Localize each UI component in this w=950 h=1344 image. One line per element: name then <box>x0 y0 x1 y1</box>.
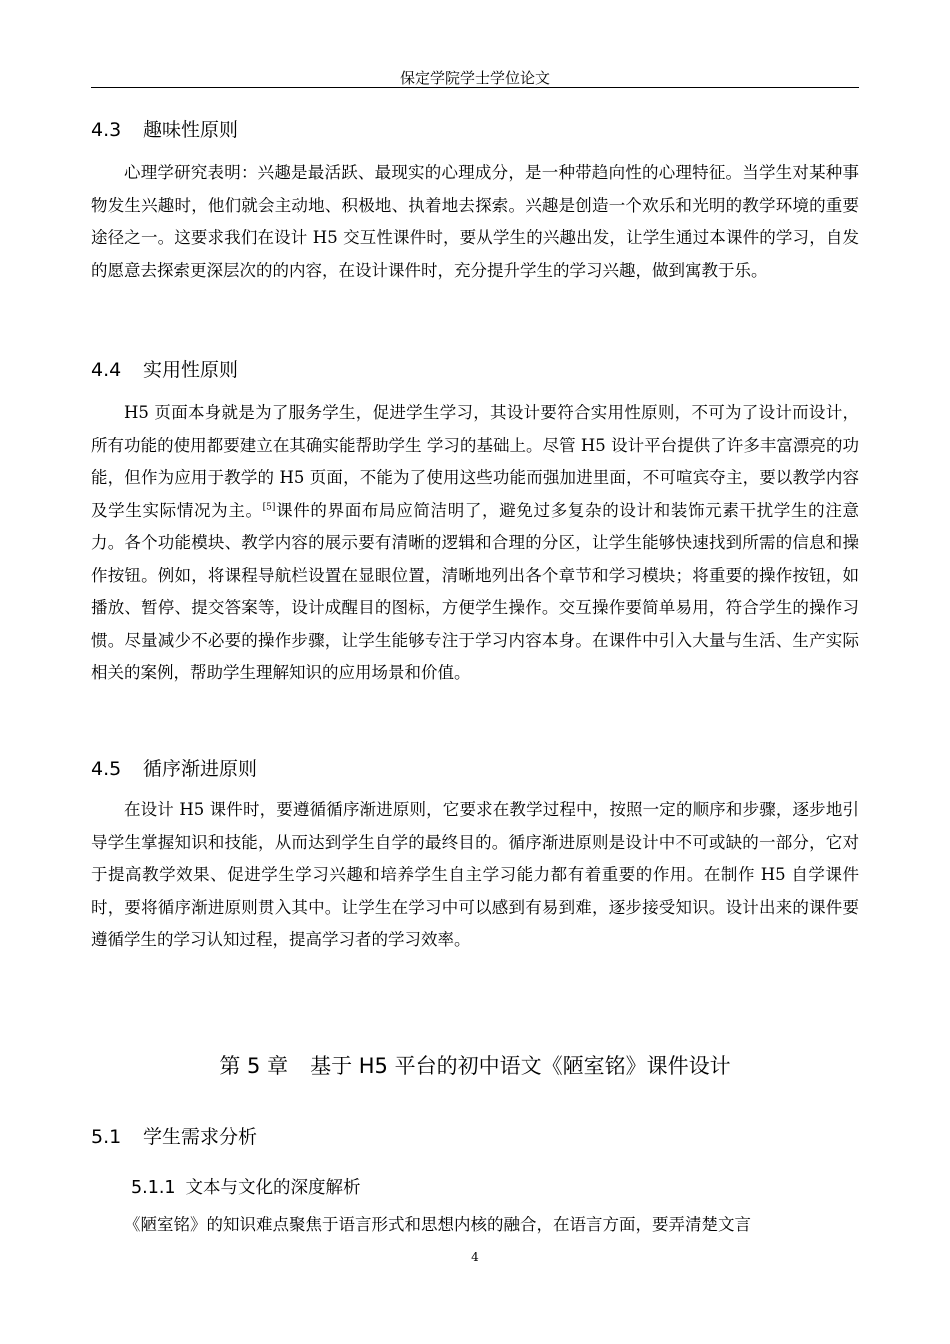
section-number: 5.1 <box>91 1126 122 1148</box>
paragraph-4-5: 在设计 H5 课件时，要遵循循序渐进原则，它要求在教学过程中，按照一定的顺序和步骤，逐步地引导学生掌握知识和技能，从而达到学生自学的最终目的。循序渐进原则是设计中不可或缺的一部分，它对于提高教学效果、促进学生学习兴趣和培养学生自主学习能力都有着重要的作用。在制作 H5 自学课件时，要将循序渐进原则贯入其中。让学生在学习中可以感到有易到难，逐步接受知识。设计出来的课件要遵循学生的学习认知过程，提高学习者的学习效率。 <box>91 800 859 949</box>
chapter-title: 基于 H5 平台的初中语文《陋室铭》课件设计 <box>310 1054 731 1078</box>
chapter-number: 第 5 章 <box>219 1054 289 1078</box>
section-heading-5-1 <box>91 1125 257 1149</box>
section-heading-4-3 <box>91 118 238 142</box>
citation-reference: [5] <box>262 502 276 512</box>
paragraph-4-3: 心理学研究表明：兴趣是最活跃、最现实的心理成分，是一种带趋向性的心理特征。当学生对某种事物发生兴趣时，他们就会主动地、积极地、执着地去探索。兴趣是创造一个欢乐和光明的教学环境的重要途径之一。这要求我们在设计 H5 交互性课件时，要从学生的兴趣出发，让学生通过本课件的学习，自发的愿意去探索更深层次的的内容，在设计课件时，充分提升学生的学习兴趣，做到寓教于乐。 <box>91 163 859 280</box>
paragraph-text: H5 页面本身就是为了服务学生，促进学生学习，其设计要符合实用性原则，不可为了设计而设计，所有功能的使用都要建立在其确实能帮助学生 学习的基础上。尽管 H5 设计平台提供了许多丰富漂亮的功能，但作为应用于教学的 H5 页面，不能为了使用这些功能而强加进里面，不可喧宾夺主，要以教学内容及学生实际情况为主。 <box>91 403 859 520</box>
section-heading-4-4 <box>91 358 238 382</box>
section-number: 4.4 <box>91 359 122 381</box>
subsection-heading-5-1-1 <box>131 1176 361 1200</box>
section-heading-4-5 <box>91 757 257 781</box>
section-number: 4.3 <box>91 119 122 141</box>
section-title: 学生需求分析 <box>143 1126 258 1148</box>
section-title: 实用性原则 <box>143 359 239 381</box>
paragraph-text: 课件的界面布局应简洁明了，避免过多复杂的设计和装饰元素干扰学生的注意力。各个功能模块、教学内容的展示要有清晰的逻辑和合理的分区，让学生能够快速找到所需的信息和操作按钮。例如，将课程导航栏设置在显眼位置，清晰地列出各个章节和学习模块；将重要的操作按钮，如播放、暂停、提交答案等，设计成醒目的图标，方便学生操作。交互操作要简单易用，符合学生的操作习惯。尽量减少不必要的操作步骤，让学生能够专注于学习内容本身。在课件中引入大量与生活、生产实际相关的案例，帮助学生理解知识的应用场景和价值。 <box>91 500 860 682</box>
paragraph-4-4 <box>91 397 859 690</box>
page-number: 4 <box>471 1250 479 1264</box>
running-header: 保定学院学士学位论文 <box>399 69 550 87</box>
subsection-title: 文本与文化的深度解析 <box>185 1178 361 1198</box>
subsection-number: 5.1.1 <box>131 1178 176 1198</box>
paragraph-5-1-1: 《陋室铭》的知识难点聚焦于语言形式和思想内核的融合，在语言方面，要弄清楚文言 <box>124 1215 751 1234</box>
section-number: 4.5 <box>91 758 122 780</box>
chapter-heading <box>91 1053 859 1079</box>
section-title: 趣味性原则 <box>143 119 239 141</box>
header-rule <box>91 87 859 88</box>
section-title: 循序渐进原则 <box>143 758 258 780</box>
